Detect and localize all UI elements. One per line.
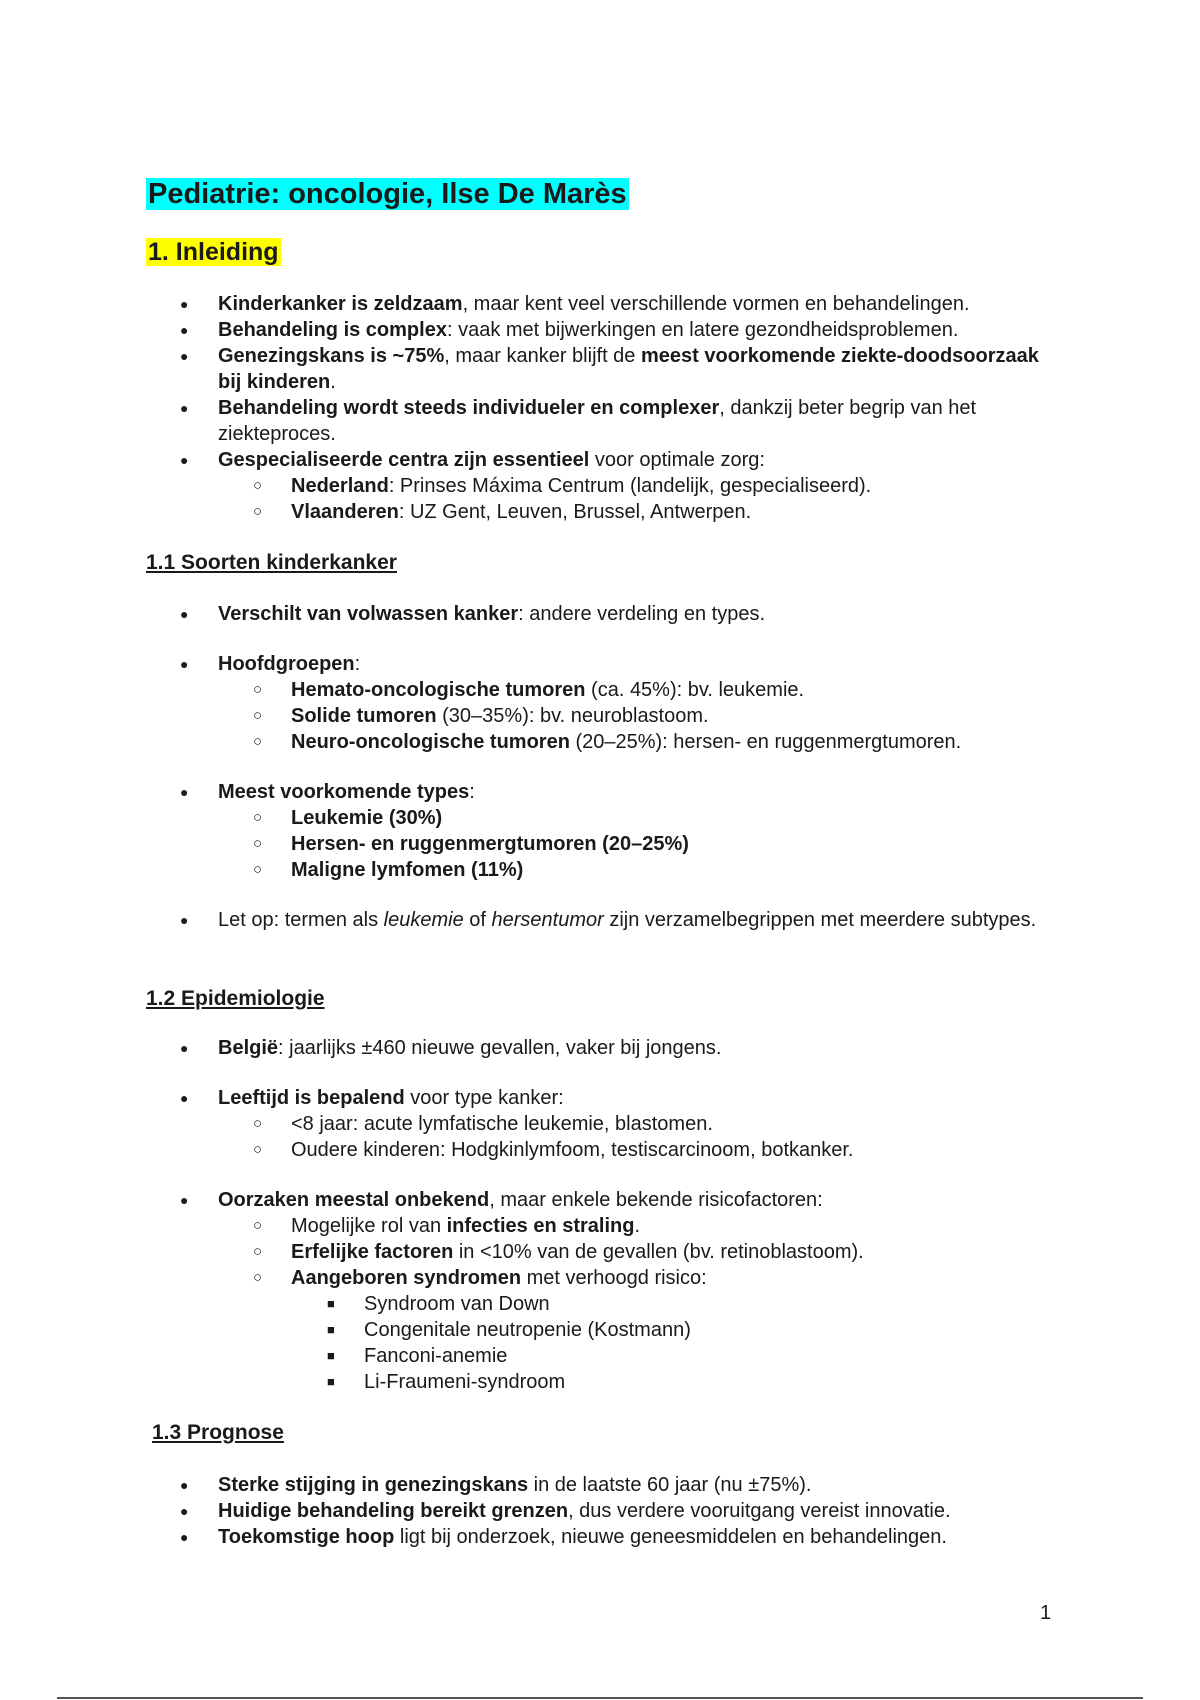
list-item: ● Meest voorkomende types: <box>146 779 1066 805</box>
list-item: ● Leeftijd is bepalend voor type kanker: <box>146 1085 1066 1111</box>
list-item: ● Gespecialiseerde centra zijn essentieel voor optimale zorg: <box>146 447 1066 473</box>
list-item: ○ Oudere kinderen: Hodgkinlymfoom, testiscarcinoom, botkanker. <box>146 1137 1066 1163</box>
list-item: ● Oorzaken meestal onbekend, maar enkele bekende risicofactoren: <box>146 1187 1066 1213</box>
section-heading-epidemiologie: 1.2 Epidemiologie <box>146 987 325 1010</box>
document-title: Pediatrie: oncologie, Ilse De Marès <box>148 178 627 210</box>
list-item: ● Behandeling wordt steeds individueler en complexer, dankzij beter begrip van het ziekteproces. <box>146 395 1066 447</box>
list-item: ■ Fanconi-anemie <box>146 1343 1066 1369</box>
list-item: ○ Leukemie (30%) <box>146 805 1066 831</box>
list-item: ○ Nederland: Prinses Máxima Centrum (landelijk, gespecialiseerd). <box>146 473 1066 499</box>
list-item: ■ Syndroom van Down <box>146 1291 1066 1317</box>
soorten-list <box>146 601 1066 933</box>
list-item: ○ Neuro-oncologische tumoren (20–25%): hersen- en ruggenmergtumoren. <box>146 729 1066 755</box>
list-item: ● Hoofdgroepen: <box>146 651 1066 677</box>
list-item: ○ Hersen- en ruggenmergtumoren (20–25%) <box>146 831 1066 857</box>
list-item: ● Let op: termen als leukemie of hersentumor zijn verzamelbegrippen met meerdere subtypes. <box>146 907 1066 933</box>
list-item: ○ Aangeboren syndromen met verhoogd risico: <box>146 1265 1066 1291</box>
section-heading-prognose: 1.3 Prognose <box>152 1421 284 1444</box>
section-heading-inleiding: 1. Inleiding <box>148 238 279 266</box>
list-item: ○ Solide tumoren (30–35%): bv. neuroblastoom. <box>146 703 1066 729</box>
list-item: ○ <8 jaar: acute lymfatische leukemie, blastomen. <box>146 1111 1066 1137</box>
list-item: ● Kinderkanker is zeldzaam, maar kent veel verschillende vormen en behandelingen. <box>146 291 1066 317</box>
list-item: ● Genezingskans is ~75%, maar kanker blijft de meest voorkomende ziekte-doodsoorzaak bij kinderen. <box>146 343 1066 395</box>
list-item: ○ Vlaanderen: UZ Gent, Leuven, Brussel, Antwerpen. <box>146 499 1066 525</box>
prognose-list <box>146 1472 1066 1550</box>
list-item: ● België: jaarlijks ±460 nieuwe gevallen, vaker bij jongens. <box>146 1035 1066 1061</box>
list-item: ● Toekomstige hoop ligt bij onderzoek, nieuwe geneesmiddelen en behandelingen. <box>146 1524 1066 1550</box>
list-item: ● Sterke stijging in genezingskans in de laatste 60 jaar (nu ±75%). <box>146 1472 1066 1498</box>
inleiding-list <box>146 291 1066 525</box>
list-item: ○ Maligne lymfomen (11%) <box>146 857 1066 883</box>
page-number: 1 <box>1040 1602 1052 1624</box>
section-heading-soorten: 1.1 Soorten kinderkanker <box>146 551 397 574</box>
epidemiologie-list <box>146 1035 1066 1395</box>
list-item: ● Verschilt van volwassen kanker: andere verdeling en types. <box>146 601 1066 627</box>
list-item: ○ Erfelijke factoren in <10% van de gevallen (bv. retinoblastoom). <box>146 1239 1066 1265</box>
list-item: ■ Congenitale neutropenie (Kostmann) <box>146 1317 1066 1343</box>
list-item: ○ Hemato-oncologische tumoren (ca. 45%): bv. leukemie. <box>146 677 1066 703</box>
list-item: ○ Mogelijke rol van infecties en straling. <box>146 1213 1066 1239</box>
list-item: ■ Li-Fraumeni-syndroom <box>146 1369 1066 1395</box>
list-item: ● Huidige behandeling bereikt grenzen, dus verdere vooruitgang vereist innovatie. <box>146 1498 1066 1524</box>
list-item: ● Behandeling is complex: vaak met bijwerkingen en latere gezondheidsproblemen. <box>146 317 1066 343</box>
page-divider <box>57 1697 1143 1699</box>
